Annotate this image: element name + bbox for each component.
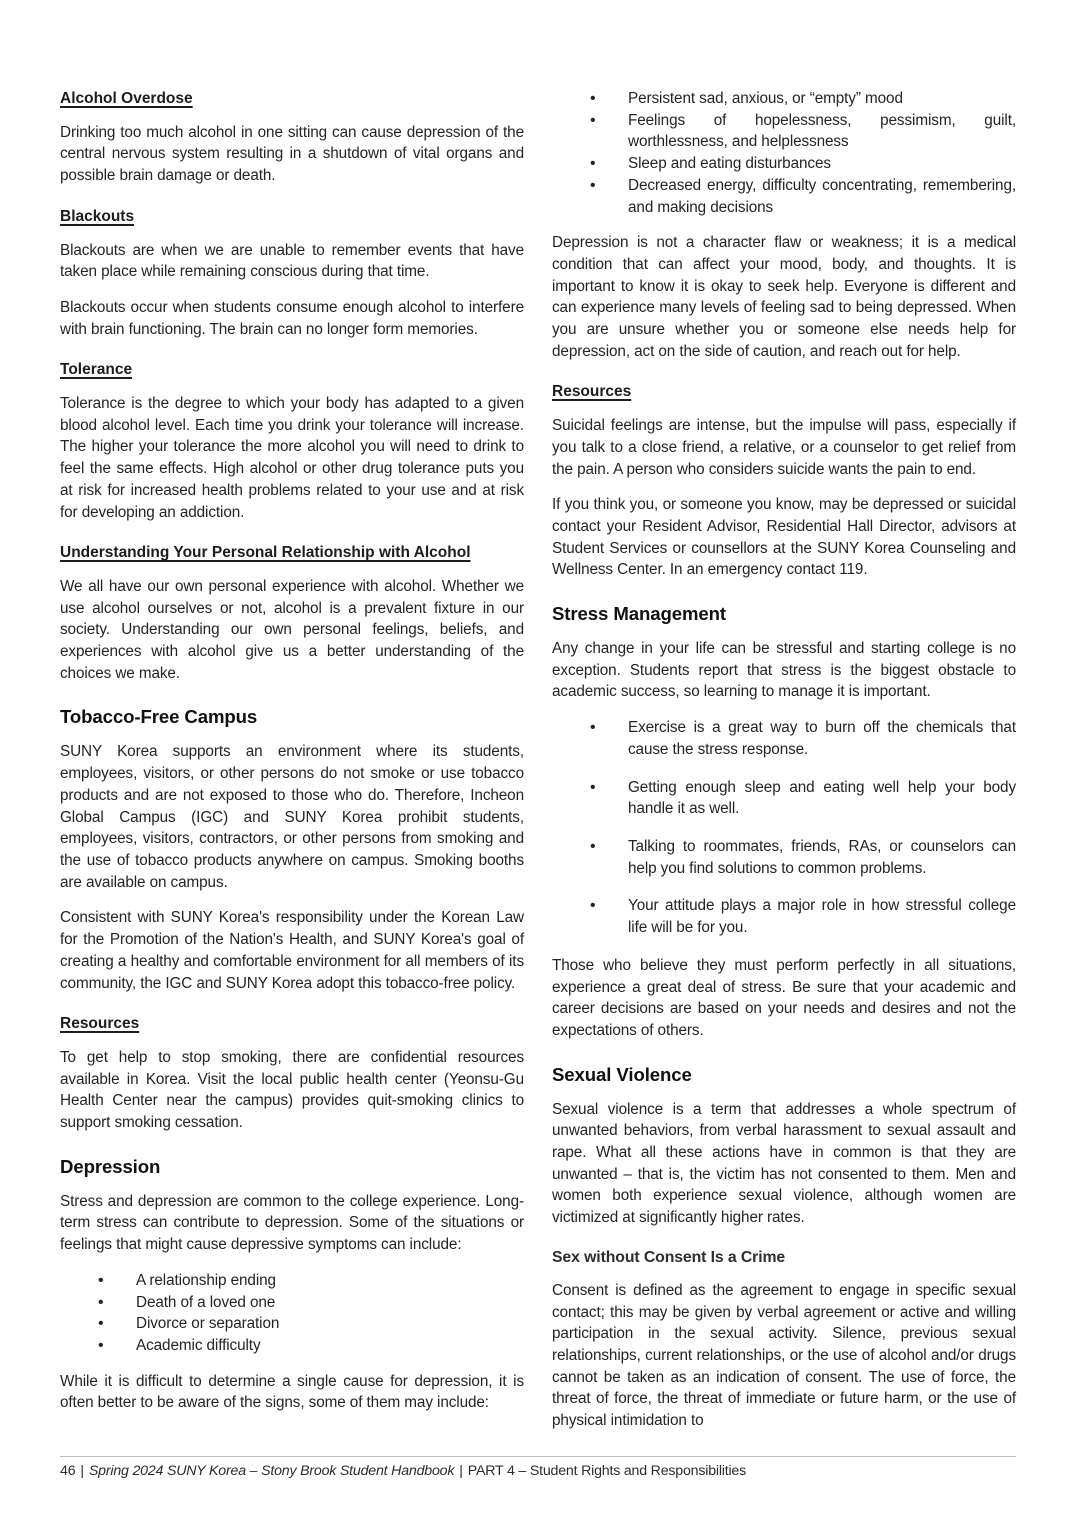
paragraph-alcohol-overdose: Drinking too much alcohol in one sitting can cause depression of the central nervous system resulting in a shutdown of vital organs and possible brain damage or death. [60,123,524,185]
heading-depression: Depression [60,1155,161,1177]
subheading-depression-resources: Resources [552,383,632,401]
list-item: • Persistent sad, anxious, or “empty” mood [552,88,1016,110]
paragraph-perfectionism: Those who believe they must perform perfectly in all situations, experience a great deal of stress. Be sure that your academic and career decisions are based on your needs and desires and not the expectations of others. [552,956,1016,1039]
footer-separator: | [80,1463,84,1479]
subheading-alcohol-overdose: Alcohol Overdose [60,90,193,107]
paragraph-smoking-resources: To get help to stop smoking, there are confidential resources available in Korea. Visit the local public health center (Yeonsu-Gu Health Center near the campus) provides quit-smoking clinics to support smoking cessation. [60,1048,524,1132]
paragraph-consent: Consent is defined as the agreement to engage in specific sexual contact; this may be given by verbal agreement or active and willing participation in the sexual activity. Silence, previous sexual relationships, current relationships, or the use of alcohol and/or drugs cannot be taken as an indication of consent. The use of force, the threat of force, the threat of immediate or future harm, or the use of physical intimidation to [552,1281,1016,1430]
paragraph-suicidal-feelings: Suicidal feelings are intense, but the impulse will pass, especially if you talk to a close friend, a relative, or a counselor to get relief from the pain. A person who considers suicide wants the pain to end. [552,417,1016,478]
page-footer [60,1462,1016,1481]
list-item: • Exercise is a great way to burn off the chemicals that cause the stress response. [552,717,1016,760]
list-item: • Talking to roommates, friends, RAs, or counselors can help you find solutions to common problems. [552,836,1016,879]
paragraph-sexual-violence: Sexual violence is a term that addresses a whole spectrum of unwanted behaviors, from verbal harassment to sexual assault and rape. What all these actions have in common is that they are unwanted – that is, the victim has not consented to them. Men and women both experience sexual violence, although women are victimized at significantly higher rates. [552,1100,1016,1227]
paragraph-tobacco-1: SUNY Korea supports an environment where its students, employees, visitors, or other persons do not smoke or use tobacco products and are not exposed to those who do. Therefore, Incheon Global Campus (IGC) and SUNY Korea prohibit students, employees, visitors, contractors, or other persons from smoking and the use of tobacco products anywhere on campus. Smoking booths are available on campus. [60,743,524,891]
page-content [60,88,1016,1446]
subheading-sex-without-consent: Sex without Consent Is a Crime [552,1248,786,1266]
paragraph-stress-intro: Any change in your life can be stressful and starting college is no exception. Students report that stress is the biggest obstacle to academic success, so learning to manage it is important. [552,640,1016,701]
paragraph-tolerance: Tolerance is the degree to which your body has adapted to a given blood alcohol level. Each time you drink your tolerance will increase. The higher your tolerance the more alcohol you will need to drink to feel the same effects. High alcohol or other drug tolerance puts you at risk for increased health problems related to your use and at risk for developing an addiction. [60,395,524,521]
heading-tobacco-free-campus: Tobacco-Free Campus [60,706,258,728]
handbook-title: Spring 2024 SUNY Korea – Stony Brook Student Handbook [88,1463,455,1479]
list-item: • Sleep and eating disturbances [552,153,1016,175]
paragraph-depression-medical: Depression is not a character flaw or weakness; it is a medical condition that can affect your mood, body, and thoughts. It is important to know it is okay to seek help. Everyone is different and can experience many levels of feeling sad to being depressed. When you are unsure whether you or someone else needs help for depression, act on the side of caution, and reach out for help. [552,234,1016,360]
paragraph-blackouts-2: Blackouts occur when students consume enough alcohol to interfere with brain functioning. The brain can no longer form memories. [60,298,524,338]
list-item: • Death of a loved one [60,1292,524,1314]
left-column [60,88,524,1446]
part-title: PART 4 – Student Rights and Responsibilities [467,1463,747,1479]
paragraph-understanding-alcohol: We all have our own personal experience with alcohol. Whether we use alcohol ourselves or not, alcohol is a prevalent fixture in our society. Understanding our own personal feelings, beliefs, and experiences with alcohol give us a better understanding of the choices we make. [60,577,524,682]
footer-divider [60,1456,1016,1457]
subheading-smoking-resources: Resources [60,1015,140,1033]
list-item: • Academic difficulty [60,1335,524,1357]
list-item: • Getting enough sleep and eating well help your body handle it as well. [552,777,1016,820]
paragraph-tobacco-2: Consistent with SUNY Korea's responsibility under the Korean Law for the Promotion of the Nation's Health, and SUNY Korea's goal of creating a healthy and comfortable environment for all members of its community, the IGC and SUNY Korea adopt this tobacco-free policy. [60,909,524,992]
list-item: • Your attitude plays a major role in how stressful college life will be for you. [552,895,1016,938]
heading-sexual-violence: Sexual Violence [552,1063,692,1085]
list-item: • A relationship ending [60,1270,524,1292]
stress-tips-list [552,717,1016,939]
heading-stress-management: Stress Management [552,603,726,625]
list-item: • Feelings of hopelessness, pessimism, guilt, worthlessness, and helplessness [552,110,1016,153]
list-item: • Divorce or separation [60,1313,524,1335]
subheading-understanding-alcohol: Understanding Your Personal Relationship with Alcohol [60,544,471,562]
paragraph-emergency-contact: If you think you, or someone you know, may be depressed or suicidal contact your Resident Advisor, Residential Hall Director, advisors at Student Services or counsellors at the SUNY Korea Counseling and Wellness Center. In an emergency contact 119. [552,496,1016,579]
footer-separator: | [459,1463,463,1479]
right-column [552,88,1016,1446]
page-number: 46 [60,1463,76,1479]
paragraph-depression-intro: Stress and depression are common to the college experience. Long-term stress can contribute to depression. Some of the situations or feelings that might cause depressive symptoms can include: [60,1192,524,1254]
depression-causes-list [60,1270,524,1357]
paragraph-blackouts-1: Blackouts are when we are unable to remember events that have taken place while remaining conscious during that time. [60,241,524,281]
paragraph-depression-signs-intro: While it is difficult to determine a single cause for depression, it is often better to be aware of the signs, some of them may include: [60,1372,524,1412]
subheading-tolerance: Tolerance [60,361,133,379]
list-item: • Decreased energy, difficulty concentrating, remembering, and making decisions [552,175,1016,218]
subheading-blackouts: Blackouts [60,207,135,225]
depression-signs-list [552,88,1016,218]
